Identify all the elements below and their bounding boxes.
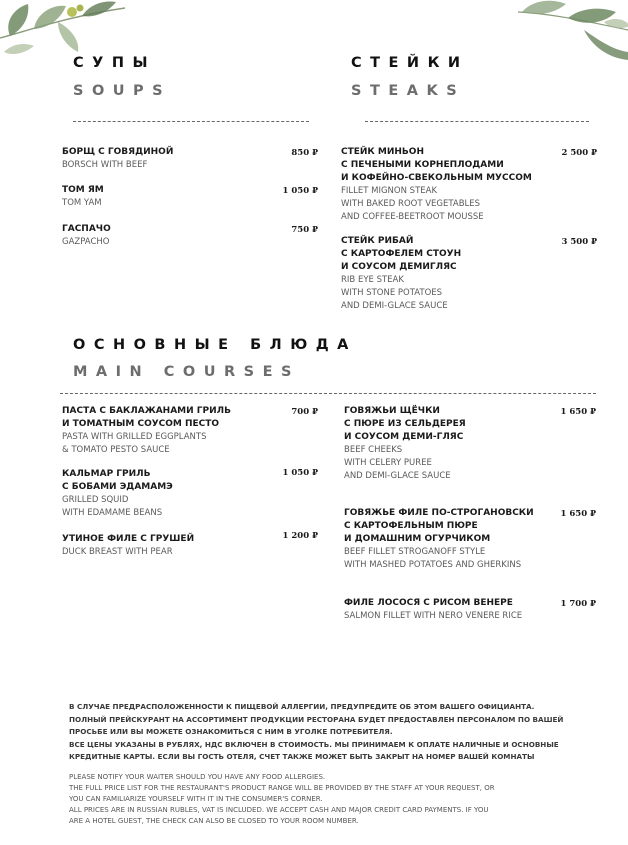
steaks-title-ru: СТЕЙКИ	[351, 55, 469, 71]
dish-name-ru: ГОВЯЖЬЕ ФИЛЕ ПО-СТРОГАНОВСКИ С КАРТОФЕЛЬНЫМ ПЮРЕ И ДОМАШНИМ ОГУРЧИКОМ	[344, 508, 534, 544]
dish-price: 850 ₽	[291, 148, 318, 158]
main-divider	[60, 393, 596, 394]
list-item	[344, 507, 596, 572]
dish-price: 1 650 ₽	[560, 509, 596, 519]
list-item	[341, 235, 597, 313]
dish-price: 700 ₽	[291, 407, 318, 417]
dish-name-en: BEEF CHEEKS WITH CELERY PUREE AND DEMI-GLACE SAUCE	[344, 445, 451, 481]
steaks-title-en: STEAKS	[351, 83, 466, 99]
list-item	[62, 184, 318, 210]
leaf-decoration-left-icon	[0, 0, 130, 58]
dish-price: 1 050 ₽	[282, 186, 318, 196]
dish-name-ru: СТЕЙК МИНЬОН С ПЕЧЕНЫМИ КОРНЕПЛОДАМИ И КОФЕЙНО-СВЕКОЛЬНЫМ МУССОМ	[341, 147, 532, 183]
leaf-decoration-right-icon	[508, 0, 628, 62]
dish-name-en: DUCK BREAST WITH PEAR	[62, 547, 173, 557]
dish-name-en: GRILLED SQUID WITH EDAMAME BEANS	[62, 495, 163, 518]
main-title-en: MAIN COURSES	[73, 364, 300, 380]
allergy-note-ru: В СЛУЧАЕ ПРЕДРАСПОЛОЖЕННОСТИ К ПИЩЕВОЙ АЛЛЕРГИИ, ПРЕДУПРЕДИТЕ ОБ ЭТОМ ВАШЕГО ОФИЦИАНТА. ПОЛНЫЙ ПРЕЙСКУРАНТ НА АССОРТИМЕНТ ПРОДУКЦИИ РЕСТОРАНА БУДЕТ ПРЕДОСТАВЛЕН ПЕРСОНАЛОМ ПО ВАШЕЙ ПРОСЬБЕ ИЛИ ВЫ МОЖЕТЕ ОЗНАКОМИТЬСЯ С НИМ В УГОЛКЕ ПОТРЕБИТЕЛЯ. ВСЕ ЦЕНЫ УКАЗАНЫ В РУБЛЯХ, НДС ВКЛЮЧЕН В СТОИМОСТЬ. МЫ ПРИНИМАЕМ К ОПЛАТЕ НАЛИЧНЫЕ И ОСНОВНЫЕ КРЕДИТНЫЕ КАРТЫ. ЕСЛИ ВЫ ГОСТЬ ОТЕЛЯ, СЧЕТ ТАКЖЕ МОЖЕТ БЫТЬ ЗАКРЫТ НА НОМЕР ВАШЕЙ КОМНАТЫ	[69, 702, 564, 761]
dish-price: 1 200 ₽	[282, 531, 318, 541]
main-title-ru: ОСНОВНЫЕ БЛЮДА	[73, 337, 357, 353]
dish-name-en: RIB EYE STEAK WITH STONE POTATOES AND DEMI-GLACE SAUCE	[341, 275, 448, 311]
allergy-note-en: PLEASE NOTIFY YOUR WAITER SHOULD YOU HAVE ANY FOOD ALLERGIES. THE FULL PRICE LIST FOR THE RESTAURANT'S PRODUCT RANGE WILL BE PROVIDED BY THE STAFF AT YOUR REQUEST, OR YOU CAN FAMILIARIZE YOURSELF WITH IT IN THE CONSUMER'S CORNER. ALL PRICES ARE IN RUSSIAN RUBLES, VAT IS INCLUDED. WE ACCEPT CASH AND MAJOR CREDIT CARD PAYMENTS. IF YOU ARE A HOTEL GUEST, THE CHECK CAN ALSO BE CLOSED TO YOUR ROOM NUMBER.	[69, 773, 495, 825]
dish-price: 1 650 ₽	[560, 407, 596, 417]
dish-name-en: TOM YAM	[62, 198, 102, 208]
dish-name-ru: ТОМ ЯМ	[62, 185, 104, 195]
dish-name-en: BORSCH WITH BEEF	[62, 160, 148, 170]
dish-name-en: BEEF FILLET STROGANOFF STYLE WITH MASHED POTATOES AND GHERKINS	[344, 547, 522, 570]
dish-name-en: FILLET MIGNON STEAK WITH BAKED ROOT VEGETABLES AND COFFEE-BEETROOT MOUSSE	[341, 186, 484, 222]
dish-name-ru: КАЛЬМАР ГРИЛЬ С БОБАМИ ЭДАМАМЭ	[62, 469, 173, 492]
list-item	[341, 146, 597, 224]
list-item	[62, 533, 318, 559]
list-item	[62, 405, 318, 457]
soups-title-ru: СУПЫ	[73, 55, 156, 71]
steaks-divider	[365, 121, 589, 122]
dish-name-ru: БОРЩ С ГОВЯДИНОЙ	[62, 147, 174, 157]
dish-price: 750 ₽	[291, 225, 318, 235]
dish-name-en: GAZPACHO	[62, 237, 110, 247]
soups-divider	[73, 121, 309, 122]
dish-name-en: PASTA WITH GRILLED EGGPLANTS & TOMATO PESTO SAUCE	[62, 432, 207, 455]
list-item	[62, 468, 318, 520]
list-item	[62, 146, 318, 172]
dish-name-ru: ПАСТА С БАКЛАЖАНАМИ ГРИЛЬ И ТОМАТНЫМ СОУСОМ ПЕСТО	[62, 406, 232, 429]
dish-name-en: SALMON FILLET WITH NERO VENERE RICE	[344, 611, 523, 621]
dish-name-ru: ГАСПАЧО	[62, 224, 111, 234]
dish-name-ru: ФИЛЕ ЛОСОСЯ С РИСОМ ВЕНЕРЕ	[344, 598, 513, 608]
dish-name-ru: ГОВЯЖЬИ ЩЁЧКИ С ПЮРЕ ИЗ СЕЛЬДЕРЕЯ И СОУСОМ ДЕМИ-ГЛЯС	[344, 406, 466, 442]
dish-name-ru: СТЕЙК РИБАЙ С КАРТОФЕЛЕМ СТОУН И СОУСОМ ДЕМИГЛЯС	[341, 236, 462, 272]
dish-price: 3 500 ₽	[561, 237, 597, 247]
list-item	[344, 405, 596, 483]
dish-price: 1 700 ₽	[560, 599, 596, 609]
list-item	[344, 597, 596, 623]
dish-name-ru: УТИНОЕ ФИЛЕ С ГРУШЕЙ	[62, 534, 195, 544]
dish-price: 1 050 ₽	[282, 468, 318, 478]
soups-title-en: SOUPS	[73, 83, 172, 99]
dish-price: 2 500 ₽	[561, 148, 597, 158]
list-item	[62, 223, 318, 249]
